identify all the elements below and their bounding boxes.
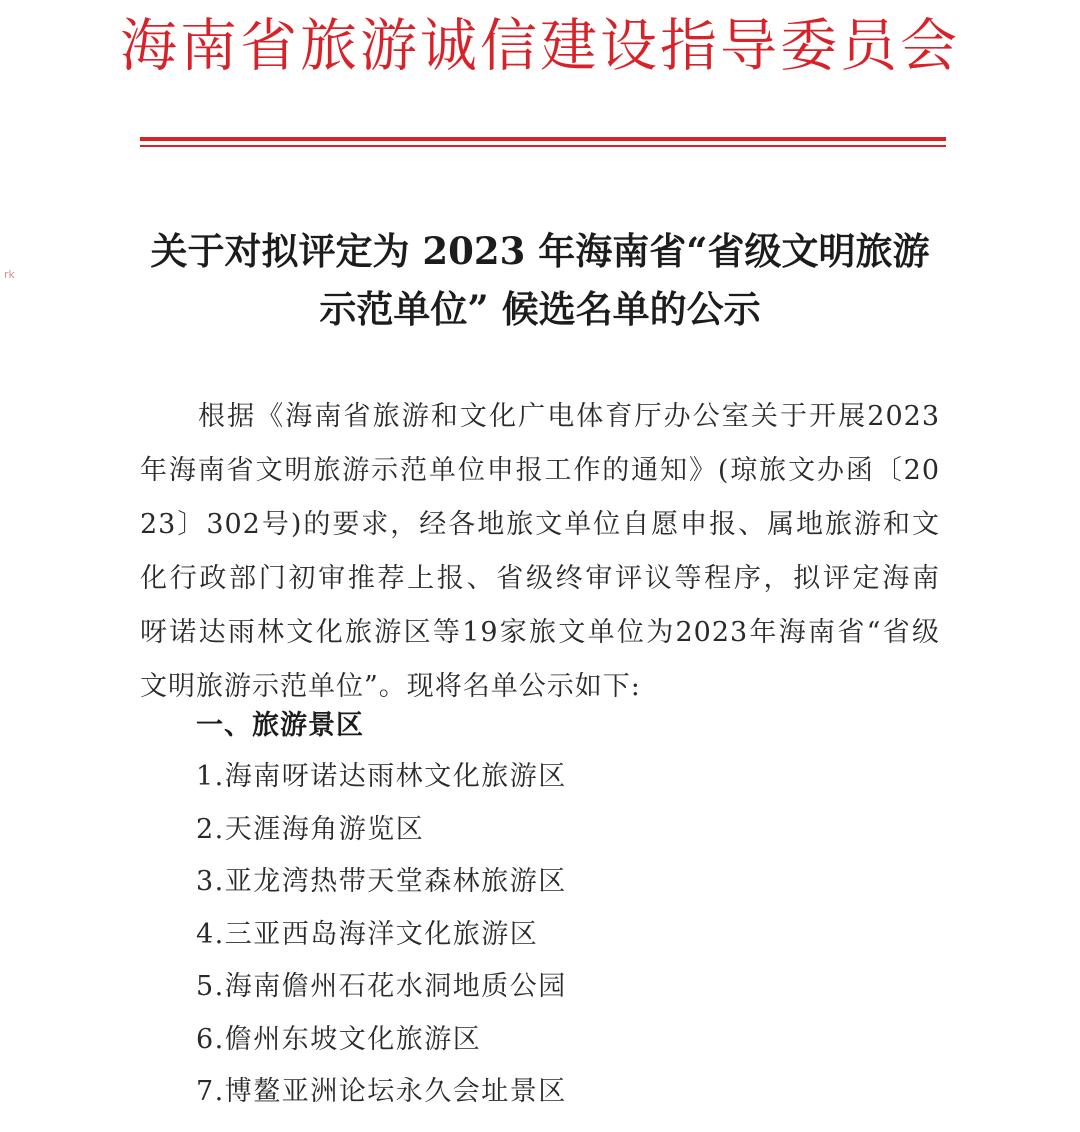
body-paragraph <box>140 390 940 714</box>
margin-mark: rk <box>4 268 15 281</box>
scenic-area-list <box>196 751 567 1119</box>
body-line: 根据《海南省旅游和文化广电体育厅办公室关于开展2023 <box>198 401 940 432</box>
red-rule-thin <box>140 145 946 147</box>
body-line: 呀诺达雨林文化旅游区等19家旅文单位为2023年海南省“省级 <box>140 617 940 648</box>
letterhead-red-rule <box>140 137 946 148</box>
list-item: 3.亚龙湾热带天堂森林旅游区 <box>196 866 567 897</box>
list-item: 1.海南呀诺达雨林文化旅游区 <box>196 761 567 792</box>
letterhead-organization: 海南省旅游诚信建设指导委员会 <box>120 13 960 79</box>
list-item: 2.天涯海角游览区 <box>196 813 425 845</box>
section-heading-scenic-areas: 一、旅游景区 <box>196 710 364 741</box>
document-title <box>120 222 960 338</box>
red-rule-thick <box>140 137 946 141</box>
list-item: 4.三亚西岛海洋文化旅游区 <box>196 918 539 950</box>
document-title-line-2: 示范单位” 候选名单的公示 <box>319 287 761 331</box>
body-line: 文明旅游示范单位”。现将名单公示如下: <box>140 671 641 702</box>
list-item: 5.海南儋州石花水洞地质公园 <box>196 971 567 1002</box>
list-item: 6.儋州东坡文化旅游区 <box>196 1023 482 1055</box>
list-item: 7.博鳌亚洲论坛永久会址景区 <box>196 1076 567 1107</box>
body-line: 年海南省文明旅游示范单位申报工作的通知》(琼旅文办函〔20 <box>140 455 940 486</box>
document-title-line-1: 关于对拟评定为 2023 年海南省“省级文明旅游 <box>150 229 930 273</box>
body-line: 23〕302号)的要求，经各地旅文单位自愿申报、属地旅游和文 <box>140 509 940 540</box>
body-line: 化行政部门初审推荐上报、省级终审评议等程序，拟评定海南 <box>140 563 940 594</box>
